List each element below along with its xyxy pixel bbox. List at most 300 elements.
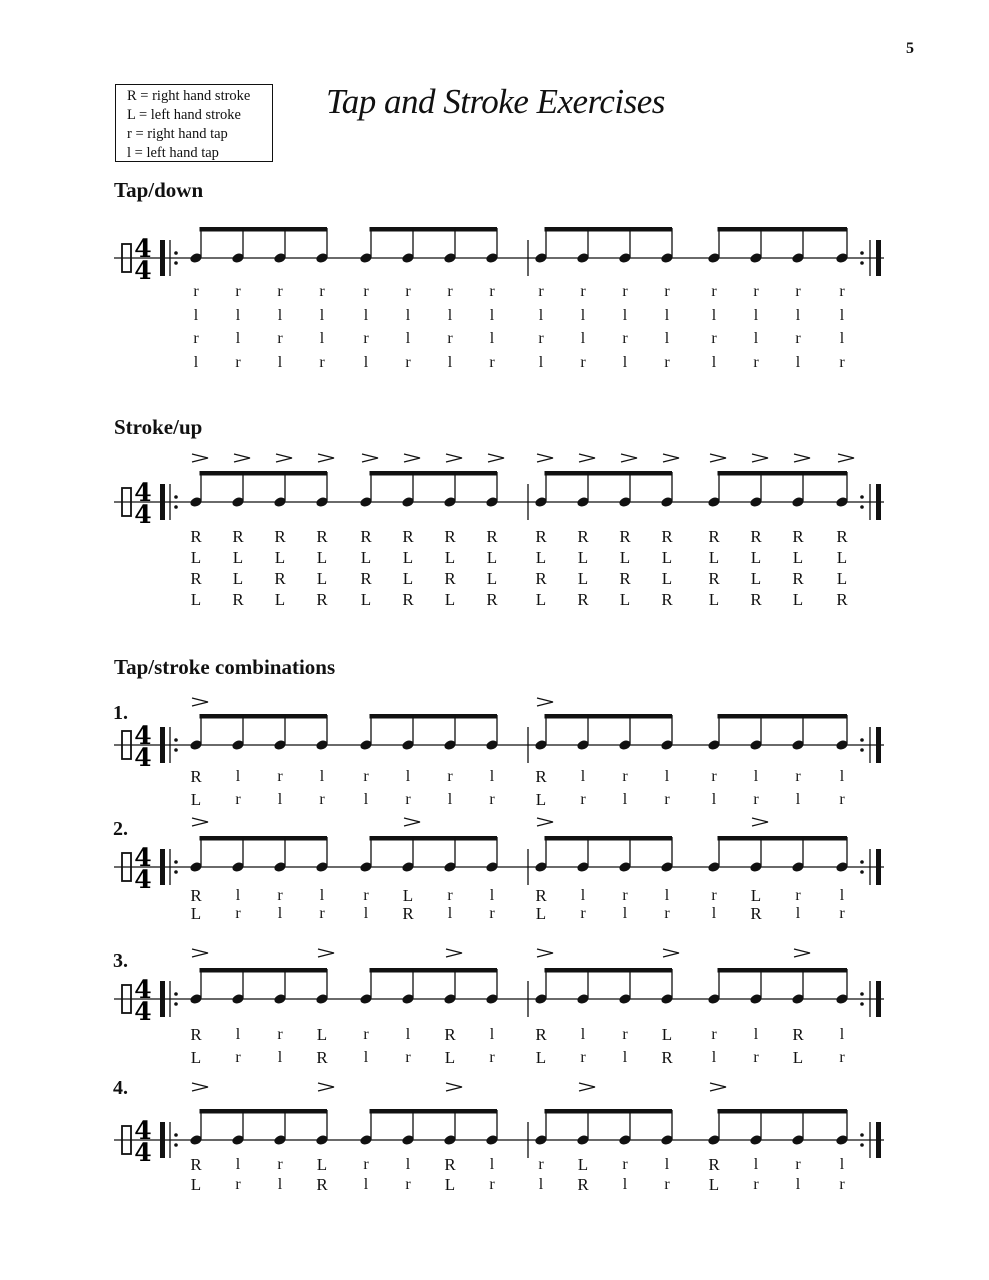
sticking-letter: R [274,569,286,588]
sticking-letter: r [277,1026,283,1043]
sticking-letter: R [232,590,244,609]
accent-mark [579,1083,595,1091]
sticking-letter: R [316,1048,328,1067]
sticking-letter: r [580,354,586,371]
sticking-letter: r [795,887,801,904]
repeat-dot [174,1133,178,1137]
sticking-letter: R [360,569,372,588]
sticking-letter: r [277,1156,283,1173]
exercise-number: 3. [113,950,128,972]
repeat-dot [860,860,864,864]
repeat-dot [860,261,864,265]
sticking-letter: L [661,548,673,567]
sticking-letter: l [235,307,241,324]
repeat-start-thick-bar [160,849,165,885]
beam [200,471,328,476]
sticking-letter: l [447,791,453,808]
sticking-letter: r [580,1049,586,1066]
accent-mark [446,949,462,957]
accent-mark [362,454,378,462]
sticking-letter: R [708,1155,720,1174]
sticking-letter: l [664,887,670,904]
sticking-letter: R [792,569,804,588]
sticking-letter: l [363,307,369,324]
sticking-letter: l [580,768,586,785]
sticking-letter: R [836,590,848,609]
sticking-letter: R [402,904,414,923]
sticking-letter: r [277,887,283,904]
sticking-letter: L [535,548,547,567]
sticking-letter: L [708,1175,720,1194]
sticking-letter: L [836,569,848,588]
repeat-dot [174,261,178,265]
repeat-end-thick-bar [876,240,881,276]
sticking-letter: l [277,1049,283,1066]
exercise-number: 2. [113,818,128,840]
sticking-letter: r [795,283,801,300]
sticking-letter: r [277,768,283,785]
sticking-letter: r [711,887,717,904]
sticking-letter: r [235,791,241,808]
sticking-letter: L [316,1155,328,1174]
sticking-letter: l [839,307,845,324]
sticking-letter: L [750,886,762,905]
sticking-letter: R [750,590,762,609]
sticking-letter: L [316,569,328,588]
sticking-letter: l [235,330,241,347]
accent-mark [537,818,553,826]
sticking-letter: l [664,768,670,785]
sticking-letter: l [363,905,369,922]
sticking-letter: L [232,548,244,567]
sticking-letter: l [753,330,759,347]
sticking-letter: R [792,1025,804,1044]
sticking-letter: r [839,1049,845,1066]
sticking-letter: r [538,1156,544,1173]
repeat-start-thick-bar [160,1122,165,1158]
beam [370,836,498,841]
sticking-letter: L [190,590,202,609]
sticking-letter: r [235,1049,241,1066]
sticking-letter: l [711,1049,717,1066]
repeat-dot [860,505,864,509]
sticking-letter: r [664,791,670,808]
legend-line: l = left hand tap [127,145,219,161]
sticking-letter: l [405,330,411,347]
sticking-letter: r [405,1176,411,1193]
sticking-letter: r [622,1026,628,1043]
sticking-letter: L [577,1155,589,1174]
sticking-letter: r [711,330,717,347]
sticking-letter: r [664,354,670,371]
sticking-letter: L [444,1175,456,1194]
sticking-letter: l [538,307,544,324]
sticking-letter: l [193,354,199,371]
sticking-letter: R [577,527,589,546]
sticking-letter: r [711,283,717,300]
beam [545,227,673,232]
sticking-letter: r [405,283,411,300]
sticking-letter: r [795,768,801,785]
sticking-letter: R [535,569,547,588]
sticking-letter: r [235,354,241,371]
sticking-letter: R [190,886,202,905]
sticking-letter: L [619,548,631,567]
accent-mark [318,949,334,957]
sticking-letter: l [277,791,283,808]
accent-mark [537,698,553,706]
repeat-dot [860,251,864,255]
sticking-letter: r [664,283,670,300]
time-signature-top: 4 [134,1116,152,1145]
sticking-letter: l [363,1049,369,1066]
accent-mark [318,454,334,462]
accent-mark [663,454,679,462]
sticking-letter: l [711,354,717,371]
sticking-letter: r [622,887,628,904]
repeat-dot [174,738,178,742]
sticking-letter: r [622,330,628,347]
sticking-letter: r [622,1156,628,1173]
repeat-dot [860,870,864,874]
accent-mark [192,454,208,462]
sticking-letter: l [580,330,586,347]
accent-mark [794,949,810,957]
sticking-letter: l [235,1026,241,1043]
sticking-letter: R [190,569,202,588]
accent-mark [537,454,553,462]
sticking-letter: r [277,330,283,347]
sticking-letter: r [235,283,241,300]
beam [200,714,328,719]
sticking-letter: l [622,905,628,922]
sticking-letter: l [664,330,670,347]
sticking-letter: R [577,1175,589,1194]
sticking-letter: R [836,527,848,546]
sticking-letter: R [190,1155,202,1174]
sticking-letter: l [538,1176,544,1193]
sticking-letter: l [319,307,325,324]
sticking-letter: R [444,1155,456,1174]
sticking-letter: l [405,1156,411,1173]
accent-mark [404,454,420,462]
sticking-letter: r [319,354,325,371]
sticking-letter: l [447,354,453,371]
sticking-letter: r [839,283,845,300]
sticking-letter: l [622,791,628,808]
sticking-letter: R [750,904,762,923]
sticking-letter: l [580,1026,586,1043]
repeat-end-thick-bar [876,849,881,885]
sticking-letter: L [792,1048,804,1067]
beam [545,836,673,841]
sticking-letter: l [235,887,241,904]
sticking-letter: L [708,548,720,567]
sticking-letter: r [538,283,544,300]
section-heading: Stroke/up [114,415,203,439]
accent-mark [579,454,595,462]
sticking-letter: l [489,1156,495,1173]
sticking-letter: R [619,569,631,588]
beam [545,714,673,719]
sticking-letter: L [619,590,631,609]
sticking-letter: l [795,307,801,324]
sticking-letter: r [753,354,759,371]
sticking-letter: R [190,1025,202,1044]
sticking-letter: r [193,283,199,300]
sticking-letter: r [795,1156,801,1173]
sticking-letter: L [190,1175,202,1194]
sticking-letter: r [753,283,759,300]
sticking-letter: l [489,330,495,347]
sticking-letter: l [711,905,717,922]
sticking-letter: L [232,569,244,588]
sticking-letter: R [535,886,547,905]
sticking-letter: R [316,527,328,546]
sticking-letter: L [708,590,720,609]
sticking-letter: r [664,905,670,922]
sticking-letter: R [190,527,202,546]
beam [545,968,673,973]
sticking-letter: R [708,569,720,588]
sticking-letter: l [580,887,586,904]
sticking-letter: R [444,527,456,546]
sticking-letter: r [580,283,586,300]
sticking-letter: l [405,307,411,324]
sticking-letter: r [795,330,801,347]
sticking-letter: R [444,569,456,588]
sticking-letter: r [363,283,369,300]
legend-line: L = left hand stroke [127,107,241,123]
sticking-letter: L [444,548,456,567]
sticking-letter: R [232,527,244,546]
accent-mark [752,818,768,826]
sticking-letter: l [405,1026,411,1043]
sticking-letter: r [753,1049,759,1066]
repeat-dot [174,870,178,874]
sticking-letter: r [363,1156,369,1173]
repeat-dot [860,738,864,742]
sticking-letter: l [753,1026,759,1043]
sticking-letter: L [535,790,547,809]
sticking-letter: l [447,307,453,324]
legend-line: R = right hand stroke [127,88,251,104]
repeat-dot [860,1002,864,1006]
sticking-letter: l [839,1156,845,1173]
sticking-letter: r [447,768,453,785]
repeat-dot [174,860,178,864]
beam [200,1109,328,1114]
sticking-letter: l [363,1176,369,1193]
accent-mark [794,454,810,462]
time-signature-bottom: 4 [134,1138,152,1167]
beam [370,227,498,232]
sticking-letter: R [486,527,498,546]
beam [718,836,848,841]
sticking-letter: l [795,905,801,922]
sticking-letter: R [661,590,673,609]
repeat-dot [174,748,178,752]
sticking-letter: r [447,330,453,347]
sticking-letter: l [839,330,845,347]
beam [200,836,328,841]
sticking-letter: r [839,354,845,371]
sticking-letter: L [402,569,414,588]
sticking-letter: l [235,768,241,785]
section-heading: Tap/down [114,178,204,202]
sticking-letter: R [750,527,762,546]
sticking-letter: l [664,307,670,324]
beam [718,968,848,973]
accent-mark [404,818,420,826]
time-signature-top: 4 [134,975,152,1004]
sticking-letter: l [795,791,801,808]
sticking-letter: l [277,354,283,371]
accent-mark [752,454,768,462]
beam [370,714,498,719]
sticking-letter: r [753,791,759,808]
time-signature-top: 4 [134,478,152,507]
repeat-dot [860,992,864,996]
page-title: Tap and Stroke Exercises [326,82,665,121]
repeat-end-thick-bar [876,484,881,520]
repeat-start-thick-bar [160,981,165,1017]
sticking-letter: L [535,904,547,923]
sticking-letter: r [363,1026,369,1043]
sticking-letter: r [235,1176,241,1193]
sticking-letter: L [402,548,414,567]
sticking-letter: R [486,590,498,609]
sticking-letter: r [839,905,845,922]
sticking-letter: R [708,527,720,546]
sticking-letter: L [274,590,286,609]
repeat-start-thick-bar [160,240,165,276]
sticking-letter: L [444,590,456,609]
sticking-letter: R [661,1048,673,1067]
sticking-letter: L [486,569,498,588]
sticking-letter: l [489,887,495,904]
repeat-end-thick-bar [876,727,881,763]
sticking-letter: L [577,569,589,588]
repeat-dot [860,1143,864,1147]
time-signature-bottom: 4 [134,500,152,529]
exercise-number: 4. [113,1077,128,1099]
repeat-dot [174,505,178,509]
sticking-letter: R [274,527,286,546]
sticking-letter: r [489,283,495,300]
beam [718,471,848,476]
sticking-letter: r [363,887,369,904]
sticking-letter: l [622,1176,628,1193]
sticking-letter: L [792,548,804,567]
sticking-letter: l [319,887,325,904]
sticking-letter: l [664,1156,670,1173]
repeat-dot [860,495,864,499]
beam [718,227,848,232]
sticking-letter: r [447,283,453,300]
sticking-letter: L [750,548,762,567]
sticking-letter: l [363,354,369,371]
sticking-letter: l [277,307,283,324]
sticking-letter: l [447,905,453,922]
sticking-letter: R [535,527,547,546]
sticking-letter: l [319,330,325,347]
repeat-start-thick-bar [160,484,165,520]
repeat-dot [174,1143,178,1147]
repeat-end-thick-bar [876,1122,881,1158]
accent-mark [318,1083,334,1091]
sticking-letter: L [190,1048,202,1067]
sticking-letter: R [316,1175,328,1194]
accent-mark [276,454,292,462]
sticking-letter: L [360,590,372,609]
sticking-letter: l [538,354,544,371]
sticking-letter: L [402,886,414,905]
time-signature-top: 4 [134,721,152,750]
sticking-letter: R [535,1025,547,1044]
sticking-letter: R [619,527,631,546]
sticking-letter: l [711,791,717,808]
accent-mark [234,454,250,462]
exercise-number: 1. [113,702,128,724]
sticking-letter: r [489,354,495,371]
sticking-letter: r [580,791,586,808]
accent-mark [537,949,553,957]
sticking-letter: l [795,354,801,371]
accent-mark [446,454,462,462]
sticking-letter: l [235,1156,241,1173]
sticking-letter: R [316,590,328,609]
sticking-letter: l [622,354,628,371]
sticking-letter: l [839,887,845,904]
sticking-letter: l [753,307,759,324]
sticking-letter: r [580,905,586,922]
sticking-letter: r [363,330,369,347]
beam [370,471,498,476]
repeat-dot [174,1002,178,1006]
accent-mark [488,454,504,462]
section-heading: Tap/stroke combinations [114,655,336,679]
sticking-letter: l [753,768,759,785]
sticking-letter: r [319,905,325,922]
time-signature-bottom: 4 [134,743,152,772]
beam [200,968,328,973]
sticking-letter: L [486,548,498,567]
time-signature-bottom: 4 [134,256,152,285]
beam [718,1109,848,1114]
sticking-letter: L [360,548,372,567]
sticking-letter: r [405,1049,411,1066]
beam [545,1109,673,1114]
sticking-letter: l [193,307,199,324]
sticking-letter: r [405,354,411,371]
sticking-letter: r [839,791,845,808]
sticking-letter: l [319,768,325,785]
sticking-letter: L [535,1048,547,1067]
repeat-dot [860,748,864,752]
sticking-letter: r [711,1026,717,1043]
sticking-letter: l [277,905,283,922]
accent-mark [192,1083,208,1091]
sticking-letter: R [792,527,804,546]
sticking-letter: r [489,1049,495,1066]
sticking-letter: L [190,904,202,923]
sticking-letter: l [363,791,369,808]
sticking-letter: l [277,1176,283,1193]
repeat-start-thick-bar [160,727,165,763]
sticking-letter: R [444,1025,456,1044]
sticking-letter: l [622,307,628,324]
